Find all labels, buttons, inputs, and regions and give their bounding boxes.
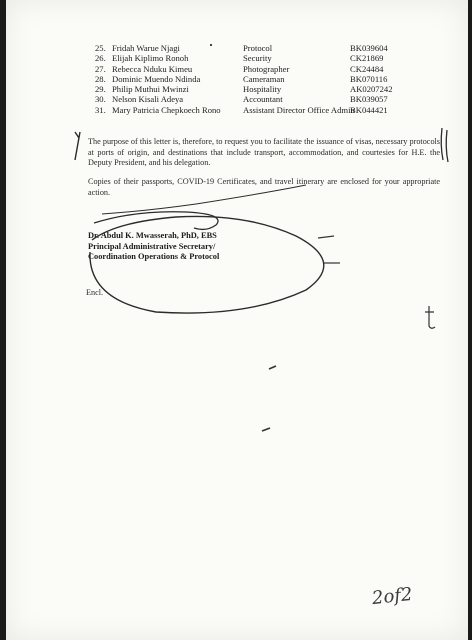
- enclosure-note: Encl.: [86, 288, 104, 297]
- purpose-paragraph: The purpose of this letter is, therefore, to request you to facilitate the issuance of visas, necessary protocols at ports of origin, and destinations that include transport, accommodation, and courtesies for H.E. the Deputy President, and his delegation.: [88, 137, 440, 167]
- delegate-name: Dominic Muendo Ndinda: [112, 73, 201, 84]
- delegate-role: Security: [243, 53, 272, 64]
- item-number: 26.: [95, 53, 106, 64]
- item-number: 28.: [95, 73, 106, 84]
- item-number: 31.: [95, 104, 106, 115]
- signatory-name: Dr. Abdul K. Mwasserah, PhD, EBS: [88, 231, 217, 240]
- passport-number: BK039604: [350, 43, 388, 53]
- delegate-name: Philip Muthui Mwinzi: [112, 84, 189, 95]
- letter-page: [6, 0, 468, 640]
- signatory-department: Coordination Operations & Protocol: [88, 252, 220, 261]
- delegate-name: Elijah Kiplimo Ronoh: [112, 53, 189, 64]
- passport-number: BK070116: [350, 73, 388, 84]
- passport-number: BK044421: [350, 104, 388, 115]
- item-number: 27.: [95, 63, 106, 74]
- delegate-name: Nelson Kisali Adeya: [112, 94, 184, 105]
- pen-markings: [6, 0, 468, 640]
- item-number: 29.: [95, 84, 106, 95]
- delegate-name: Mary Patricia Chepkoech Rono: [112, 104, 221, 115]
- delegate-role: Assistant Director Office Admin: [243, 104, 355, 115]
- signature-block: [88, 231, 219, 263]
- delegate-role: Cameraman: [243, 73, 285, 84]
- signatory-title: Principal Administrative Secretary/: [88, 241, 216, 251]
- passport-number: CK21869: [350, 53, 384, 64]
- item-number: 30.: [95, 94, 106, 105]
- passport-number: BK039057: [350, 94, 388, 105]
- passport-number: CK24484: [350, 63, 384, 74]
- delegate-role: Protocol: [243, 43, 273, 53]
- delegate-role: Photographer: [243, 63, 290, 74]
- copies-paragraph: Copies of their passports, COVID-19 Certificates, and travel itinerary are enclosed for your appropriate action.: [88, 177, 440, 197]
- delegate-role: Hospitality: [243, 84, 282, 95]
- delegate-name: Rebecca Nduku Kimeu: [112, 63, 193, 74]
- delegate-name: Fridah Warue Njagi: [112, 43, 180, 53]
- item-number: 25.: [95, 43, 106, 53]
- passport-number: AK0207242: [350, 84, 393, 95]
- page-number-handwritten: 2of2: [371, 583, 414, 610]
- delegate-role: Accountant: [243, 94, 283, 105]
